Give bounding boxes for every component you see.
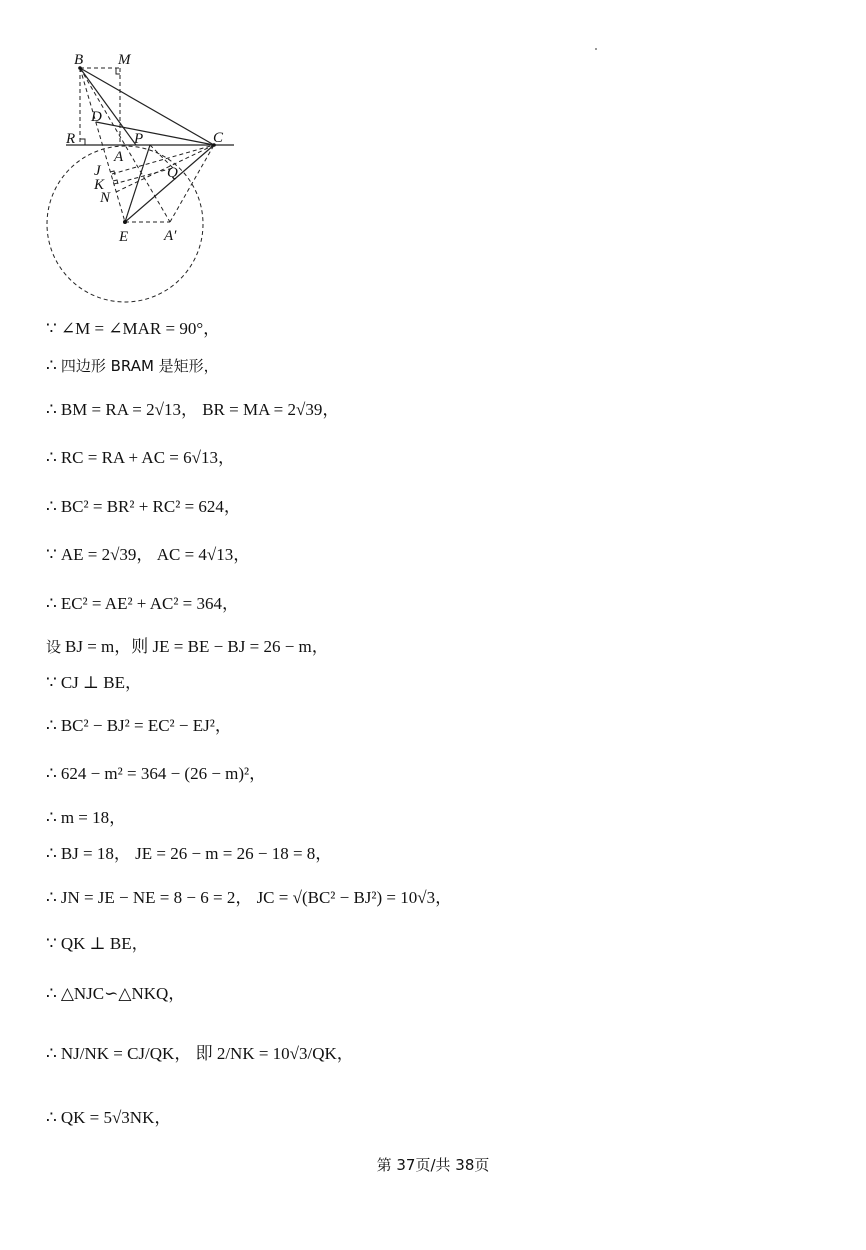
- therefore-symbol: ∴: [46, 594, 57, 613]
- therefore-symbol: ∴: [46, 764, 57, 783]
- stray-dot: [595, 48, 597, 50]
- therefore-symbol: ∴: [46, 356, 57, 375]
- line-ec: [125, 145, 214, 222]
- solution-line-2: [46, 352, 219, 380]
- line-text: NJ/NK = CJ/QK， 即 2/NK = 10√3/QK，: [60, 1044, 354, 1063]
- line-text: BJ = 18， JE = 26 − m = 26 − 18 = 8，: [60, 844, 333, 863]
- label-d: D: [91, 109, 102, 125]
- line-text: JN = JE − NE = 8 − 6 = 2， JC = √(BC² − BJ²) = 10√3，: [60, 888, 453, 907]
- right-angle-m: [116, 68, 120, 74]
- point-e: [123, 220, 127, 224]
- line-bp: [80, 68, 136, 145]
- therefore-symbol: ∴: [46, 400, 57, 419]
- because-symbol: ∵: [46, 545, 57, 564]
- line-a2c: [170, 145, 214, 222]
- right-angle-j: [110, 171, 115, 175]
- solution-line-6: [46, 541, 250, 569]
- right-angle-r: [80, 139, 85, 145]
- label-e: E: [119, 229, 129, 245]
- line-text: 624 − m² = 364 − (26 − m)²，: [60, 764, 267, 783]
- therefore-symbol: ∴: [46, 1044, 57, 1063]
- label-n: N: [100, 190, 111, 206]
- therefore-symbol: ∴: [46, 497, 57, 516]
- solution-line-12: [46, 804, 126, 832]
- line-text: BM = RA = 2√13， BR = MA = 2√39，: [60, 400, 340, 419]
- solution-line-7: [46, 590, 239, 618]
- line-text: RC = RA + AC = 6√13，: [60, 448, 235, 467]
- solution-line-8: [46, 633, 329, 661]
- line-bc: [80, 68, 214, 145]
- because-symbol: ∵: [46, 673, 57, 692]
- therefore-symbol: ∴: [46, 808, 57, 827]
- therefore-symbol: ∴: [46, 984, 57, 1003]
- solution-line-17: [46, 1040, 354, 1068]
- label-r: R: [66, 131, 76, 147]
- therefore-symbol: ∴: [46, 1108, 57, 1127]
- geometry-figure: [38, 44, 238, 306]
- page-footer: 第 37页/共 38页: [376, 1156, 490, 1174]
- solution-line-11: [46, 760, 266, 788]
- line-text: BC² − BJ² = EC² − EJ²，: [60, 716, 232, 735]
- line-text: △NJC∽△NKQ，: [60, 984, 186, 1003]
- line-kq: [114, 168, 173, 184]
- therefore-symbol: ∴: [46, 716, 57, 735]
- label-j: J: [94, 163, 101, 179]
- line-text: 四边形 BRAM 是矩形，: [60, 357, 219, 375]
- label-q: Q: [167, 165, 178, 181]
- label-k: K: [94, 177, 105, 193]
- line-text: ∠M = ∠MAR = 90°，: [60, 319, 221, 338]
- line-text: CJ ⊥ BE，: [60, 673, 142, 692]
- line-text: QK ⊥ BE，: [60, 934, 149, 953]
- solution-line-9: [46, 669, 142, 697]
- therefore-symbol: ∴: [46, 448, 57, 467]
- therefore-symbol: ∴: [46, 844, 57, 863]
- solution-line-18: [46, 1104, 171, 1132]
- line-text: BJ = m，则 JE = BE − BJ = 26 − m，: [65, 637, 329, 656]
- solution-line-5: [46, 493, 241, 521]
- label-a: A: [114, 149, 124, 165]
- solution-line-16: [46, 980, 185, 1008]
- label-m: M: [118, 52, 131, 68]
- line-dc: [96, 122, 214, 145]
- solution-line-15: [46, 930, 149, 958]
- because-symbol: ∵: [46, 319, 57, 338]
- line-text: BC² = BR² + RC² = 624，: [60, 497, 241, 516]
- label-b: B: [74, 52, 84, 68]
- solution-line-10: [46, 712, 232, 740]
- line-text: m = 18，: [60, 808, 127, 827]
- because-symbol: ∵: [46, 934, 57, 953]
- solution-line-14: [46, 884, 452, 912]
- solution-line-4: [46, 444, 235, 472]
- line-text: QK = 5√3NK，: [60, 1108, 172, 1127]
- solution-line-3: [46, 396, 339, 424]
- geometry-diagram: [38, 44, 238, 306]
- label-p: P: [134, 131, 144, 147]
- line-text: AE = 2√39， AC = 4√13，: [60, 545, 251, 564]
- solution-line-13: [46, 840, 332, 868]
- line-nc: [116, 145, 214, 192]
- let-symbol: 设: [46, 638, 62, 656]
- solution-line-1: [46, 315, 220, 343]
- label-c: C: [213, 130, 224, 146]
- therefore-symbol: ∴: [46, 888, 57, 907]
- line-text: EC² = AE² + AC² = 364，: [60, 594, 240, 613]
- label-a-prime: A′: [164, 228, 177, 244]
